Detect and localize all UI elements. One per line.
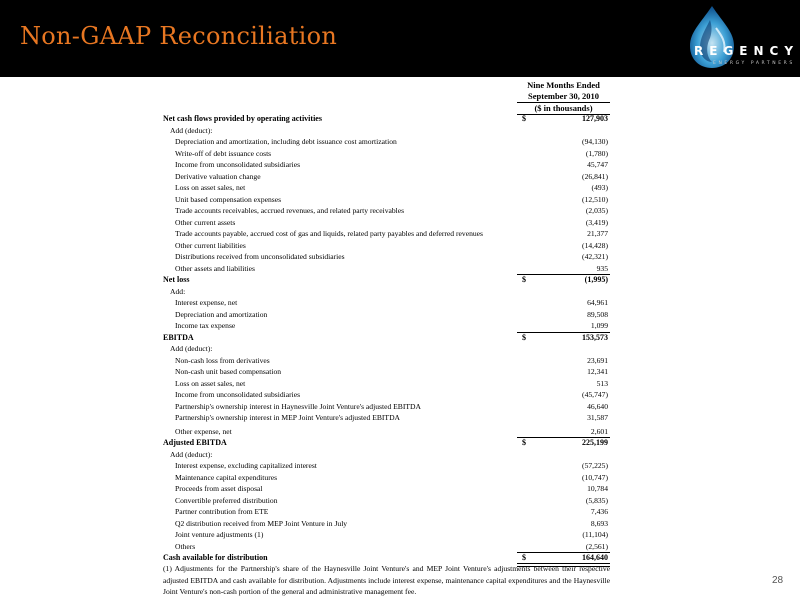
row-value: (45,747)	[582, 390, 608, 399]
row-value: (1,995)	[584, 275, 608, 284]
row-value: 23,691	[587, 355, 608, 365]
row-value: (57,225)	[582, 461, 608, 470]
row-value: (2,035)	[585, 206, 608, 215]
row-label: Depreciation and amortization, including debt issuance cost amortization	[175, 137, 397, 146]
currency-symbol: $	[522, 438, 526, 447]
row-value: 89,508	[587, 309, 608, 319]
row-label: EBITDA	[163, 332, 194, 342]
row-value: 8,693	[590, 518, 608, 528]
row-label: Income from unconsolidated subsidiaries	[175, 160, 301, 169]
column-heading-period: Nine Months Ended	[527, 80, 600, 90]
logo-wordmark: REGENCY	[694, 44, 800, 58]
currency-symbol: $	[522, 275, 526, 284]
table-row	[0, 437, 800, 449]
table-row	[0, 412, 800, 424]
row-label: Add:	[170, 286, 186, 296]
row-value: 12,341	[587, 367, 608, 376]
table-row	[0, 389, 800, 401]
table-row	[0, 309, 800, 321]
page-number: 28	[772, 575, 784, 586]
row-label: Distributions received from unconsolidated subsidiaries	[175, 252, 345, 261]
row-label: Non-cash loss from derivatives	[175, 355, 270, 365]
table-row	[0, 228, 800, 240]
row-label: Depreciation and amortization	[175, 309, 268, 319]
table-row	[0, 274, 800, 286]
row-value: 153,573	[582, 332, 608, 342]
row-label: Other assets and liabilities	[175, 263, 255, 273]
table-row	[0, 483, 800, 495]
row-value: 45,747	[587, 160, 608, 169]
row-value: 127,903	[582, 114, 608, 123]
table-row	[0, 125, 800, 137]
subtotal-rule	[517, 274, 610, 275]
row-label: Add (deduct):	[170, 125, 213, 135]
row-value: (11,104)	[582, 530, 608, 539]
row-label: Maintenance capital expenditures	[175, 472, 278, 482]
row-value: 164,640	[582, 553, 608, 562]
table-row	[0, 136, 800, 148]
currency-symbol: $	[522, 114, 526, 123]
row-label: Income tax expense	[175, 321, 236, 330]
row-value: 64,961	[587, 298, 608, 307]
row-value: 1,099	[590, 321, 608, 330]
row-value: 7,436	[590, 507, 608, 516]
table-row	[0, 366, 800, 378]
table-row	[0, 148, 800, 160]
row-value: (493)	[591, 183, 608, 192]
table-row	[0, 401, 800, 413]
row-label: Loss on asset sales, net	[175, 378, 246, 388]
row-value: (94,130)	[582, 137, 608, 146]
row-label: Income from unconsolidated subsidiaries	[175, 390, 301, 399]
currency-symbol: $	[522, 553, 526, 562]
subtotal-rule	[517, 552, 610, 553]
column-heading-date: September 30, 2010	[528, 91, 599, 101]
row-value: (2,561)	[585, 541, 608, 551]
table-row	[0, 355, 800, 367]
table-row	[0, 217, 800, 229]
logo-tagline: ENERGY PARTNERS	[713, 61, 795, 66]
row-label: Derivative valuation change	[175, 171, 261, 181]
row-value: 31,587	[587, 413, 608, 422]
row-value: (12,510)	[582, 194, 608, 204]
table-row	[0, 171, 800, 183]
row-value: 513	[596, 378, 608, 388]
table-row	[0, 506, 800, 518]
row-value: (14,428)	[582, 240, 608, 250]
table-row	[0, 541, 800, 553]
page-title: Non-GAAP Reconciliation	[20, 22, 338, 50]
row-value: 935	[596, 263, 608, 273]
row-label: Convertible preferred distribution	[175, 495, 278, 505]
table-row	[0, 449, 800, 461]
row-label: Other current liabilities	[175, 240, 246, 250]
row-label: Interest expense, net	[175, 298, 238, 307]
row-value: (5,835)	[585, 495, 608, 505]
row-label: Interest expense, excluding capitalized interest	[175, 461, 317, 470]
row-value: 2,601	[590, 426, 608, 436]
table-row	[0, 332, 800, 344]
row-label: Write-off of debt issuance costs	[175, 148, 272, 158]
row-label: Others	[175, 541, 196, 551]
row-label: Adjusted EBITDA	[163, 438, 227, 447]
row-label: Partnership's ownership interest in MEP Joint Venture's adjusted EBITDA	[175, 413, 401, 422]
row-label: Joint venture adjustments (1)	[175, 530, 264, 539]
row-value: 46,640	[587, 401, 608, 411]
row-label: Other current assets	[175, 217, 236, 227]
row-value: (3,419)	[585, 217, 608, 227]
row-label: Proceeds from asset disposal	[175, 484, 263, 493]
row-label: Loss on asset sales, net	[175, 183, 246, 192]
row-label: Other expense, net	[175, 426, 232, 436]
row-label: Unit based compensation expenses	[175, 194, 282, 204]
row-value: 225,199	[582, 438, 608, 447]
table-row	[0, 263, 800, 275]
row-label: Q2 distribution received from MEP Joint Venture in July	[175, 518, 348, 528]
footnote: (1) Adjustments for the Partnership's share of the Haynesville Joint Venture's and MEP Joint Venture's adjustments between their respective adjusted EBITDA and cash available for distribution. Adjustments include interest expense, maintenance capital expenditures and the Haynesville Joint Venture's non-cash portion of the general and administrative management fee.	[163, 564, 610, 596]
row-value: (10,747)	[582, 472, 608, 482]
row-value: (1,780)	[585, 148, 608, 158]
currency-symbol: $	[522, 332, 526, 342]
row-value: 10,784	[587, 484, 608, 493]
table-row	[0, 194, 800, 206]
table-row	[0, 320, 800, 332]
table-row	[0, 495, 800, 507]
row-label: Trade accounts receivables, accrued revenues, and related party receivables	[175, 206, 405, 215]
subtotal-rule	[517, 437, 610, 438]
subtotal-rule	[517, 332, 610, 333]
table-row	[0, 113, 800, 125]
row-label: Net loss	[163, 275, 190, 284]
table-row	[0, 297, 800, 309]
row-value: (26,841)	[582, 171, 608, 181]
row-label: Partner contribution from ETE	[175, 507, 269, 516]
table-row	[0, 343, 800, 355]
table-row	[0, 472, 800, 484]
table-row	[0, 251, 800, 263]
table-row	[0, 240, 800, 252]
table-row	[0, 460, 800, 472]
row-label: Trade accounts payable, accrued cost of gas and liquids, related party payables and deferred revenues	[175, 229, 483, 238]
row-label: Net cash flows provided by operating activities	[163, 114, 322, 123]
column-heading-units: ($ in thousands)	[534, 103, 593, 113]
table-row	[0, 286, 800, 298]
table-row	[0, 426, 800, 438]
table-row	[0, 529, 800, 541]
table-row	[0, 159, 800, 171]
row-label: Add (deduct):	[170, 344, 213, 353]
row-label: Add (deduct):	[170, 449, 213, 459]
row-value: 21,377	[587, 229, 608, 238]
row-label: Cash available for distribution	[163, 553, 268, 562]
table-row	[0, 182, 800, 194]
row-label: Partnership's ownership interest in Haynesville Joint Venture's adjusted EBITDA	[175, 401, 421, 411]
reconciliation-table	[0, 113, 800, 564]
row-value: (42,321)	[582, 252, 608, 261]
table-row	[0, 378, 800, 390]
table-row	[0, 205, 800, 217]
row-label: Non-cash unit based compensation	[175, 367, 282, 376]
table-row	[0, 518, 800, 530]
table-row	[0, 552, 800, 564]
